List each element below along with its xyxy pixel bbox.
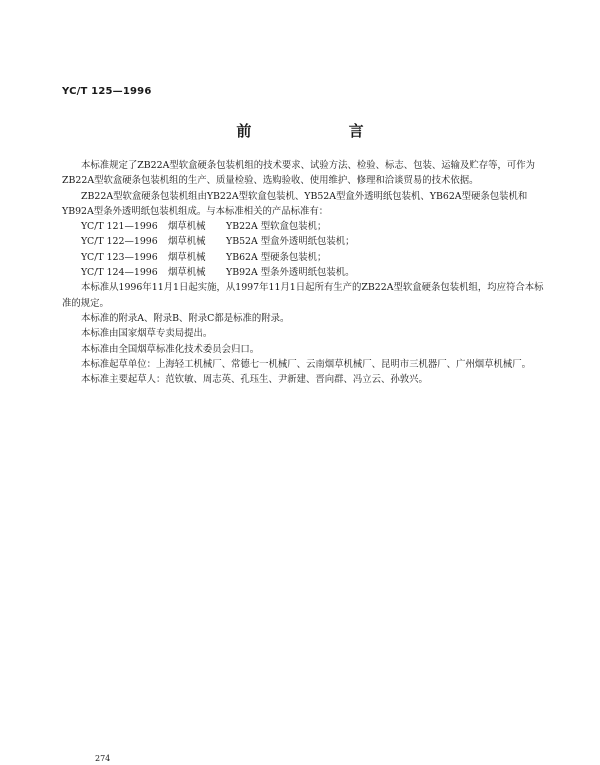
proposer-paragraph: 本标准由国家烟草专卖局提出。 xyxy=(81,328,213,340)
related-standards-list xyxy=(62,219,545,280)
standard-name-cell: YB52A 型盒外透明纸包装机； xyxy=(226,236,355,248)
list-item xyxy=(62,265,545,280)
composition-paragraph: ZB22A型软盒硬条包装机组由YB22A型软盒包装机、YB52A型盒外透明纸包装机、YB62A型硬条包装机和YB92A型条外透明纸包装机组成。与本标准相关的产品标准有： xyxy=(62,190,528,217)
standard-name-cell: YB22A 型软盒包装机； xyxy=(226,221,327,233)
foreword-body xyxy=(62,158,545,387)
list-item xyxy=(62,219,545,234)
drafting-units-paragraph: 本标准起草单位：上海轻工机械厂、常德七一机械厂、云南烟草机械厂、昆明市三机器厂、广州烟草机械厂。 xyxy=(81,358,532,370)
standard-code-cell: YC/T 123—1996 xyxy=(81,251,158,263)
standard-name-cell: YB62A 型硬条包装机； xyxy=(226,251,327,263)
standard-code-cell: YC/T 121—1996 xyxy=(81,221,158,233)
standard-code-cell: YC/T 122—1996 xyxy=(81,236,158,248)
drafters-paragraph: 本标准主要起草人：范钦敏、周志英、孔珏生、尹新建、晋向群、冯立云、孙敦兴。 xyxy=(81,374,428,386)
standard-category-cell: 烟草机械 xyxy=(168,221,206,233)
standard-category-cell: 烟草机械 xyxy=(168,267,206,279)
standard-category-cell: 烟草机械 xyxy=(168,236,206,248)
centralizer-paragraph: 本标准由全国烟草标准化技术委员会归口。 xyxy=(81,343,260,355)
list-item xyxy=(62,250,545,265)
standard-name-cell: YB92A 型条外透明纸包装机。 xyxy=(226,267,355,279)
standard-code-cell: YC/T 124—1996 xyxy=(81,267,158,279)
effective-date-paragraph: 本标准从1996年11月1日起实施，从1997年11月1日起所有生产的ZB22A型软盒硬条包装机组，均应符合本标准的规定。 xyxy=(62,282,544,309)
page-number: 274 xyxy=(95,754,111,763)
standard-code: YC/T 125—1996 xyxy=(62,86,152,97)
list-item xyxy=(62,234,545,249)
standard-category-cell: 烟草机械 xyxy=(168,251,206,263)
page-title: 前 言 xyxy=(236,122,410,140)
scope-paragraph: 本标准规定了ZB22A型软盒硬条包装机组的技术要求、试验方法、检验、标志、包装、运输及贮存等，可作为ZB22A型软盒硬条包装机组的生产、质量检验、选购验收、使用维护、修理和洽谈贸易的技术依据。 xyxy=(62,160,535,187)
appendix-paragraph: 本标准的附录A、附录B、附录C都是标准的附录。 xyxy=(81,312,290,324)
